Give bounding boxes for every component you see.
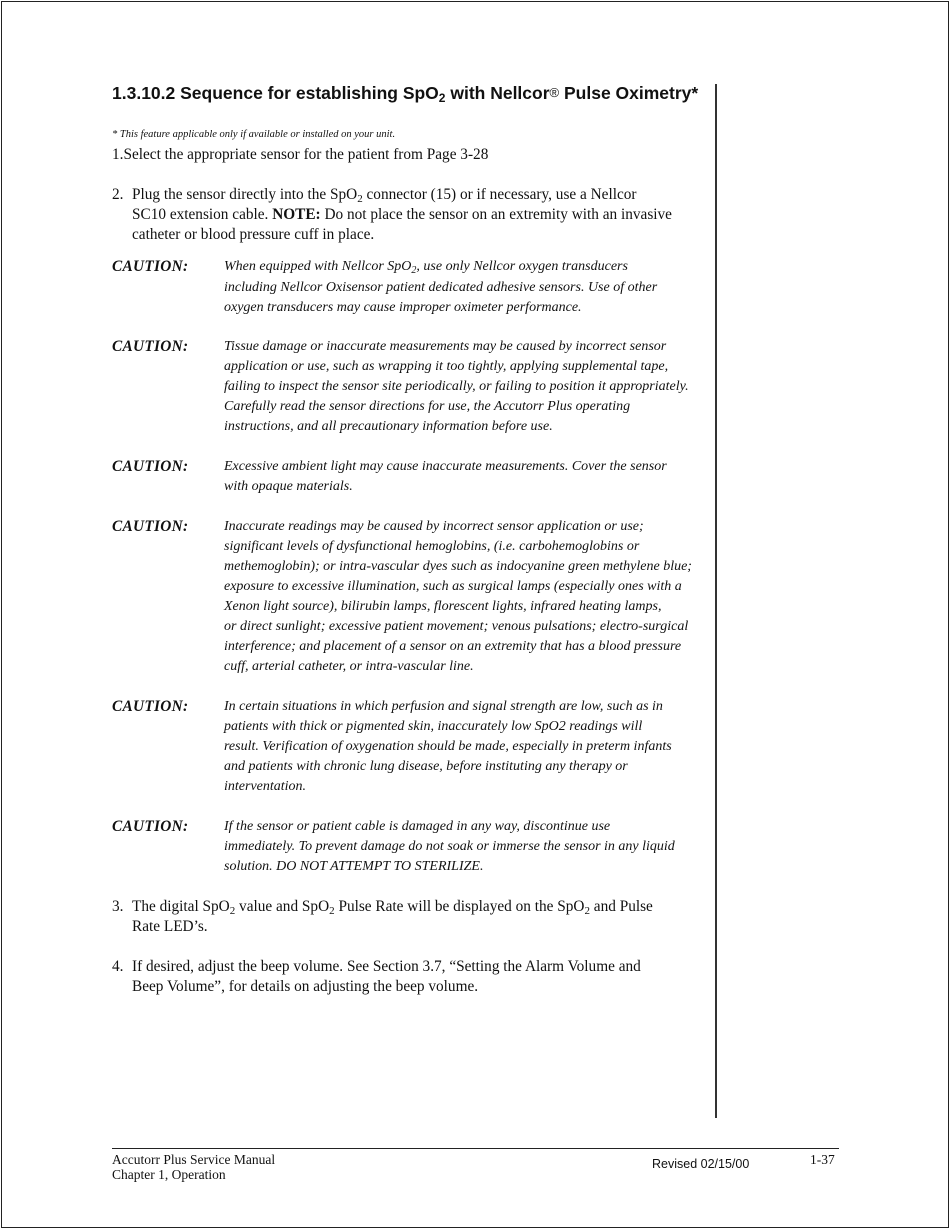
footer-manual: Accutorr Plus Service Manual (112, 1152, 276, 1167)
heading-text-mid: with Nellcor (445, 83, 550, 103)
footer-rule (112, 1148, 839, 1149)
step-3-number: 3. (112, 898, 124, 915)
section-heading (112, 83, 698, 104)
step-2-line-1: Plug the sensor directly into the SpO2 connector (15) or if necessary, use a Nellcor (132, 186, 637, 205)
heading-text: Sequence for establishing SpO (180, 83, 439, 103)
caution-text-1: When equipped with Nellcor SpO$_2$, use only Nellcor oxygen transducers including Nellcor Oxisensor patient dedicated adhesive sensors. Use of other oxygen transducers may cause improper oximeter performance. (224, 259, 658, 315)
step-3-line-2: Rate LED’s. (132, 918, 208, 935)
step-2-number: 2. (112, 186, 124, 203)
heading-text-end: Pulse Oximetry* (559, 83, 699, 103)
caution-text-4: Inaccurate readings may be caused by incorrect sensor application or use; significant levels of dysfunctional hemoglobins, (i.e. carbohemoglobins or methemoglobin); or intra-vascular dyes such as indocyanine green methylene blue; exposure to excessive illumination, such as surgical lamps (especially ones with a Xenon light source), bilirubin lamps, florescent lights, infrared heating lamps, or direct sunlight; excessive patient movement; venous pulsations; electro-surgical interference; and placement of a sensor on an extremity that has a blood pressure cuff, arterial catheter, or intra-vascular line. (224, 519, 692, 674)
step-2-line-3: catheter or blood pressure cuff in place. (132, 226, 375, 243)
footer-chapter: Chapter 1, Operation (112, 1167, 226, 1182)
section-number: 1.3.10.2 (112, 83, 176, 103)
page-number: 1-37 (810, 1152, 835, 1167)
caution-label-4: CAUTION: (112, 518, 189, 535)
step-3-line-1: The digital SpO2 value and SpO2 Pulse Rate will be displayed on the SpO2 and Pulse (132, 898, 653, 917)
step-4-line-1: If desired, adjust the beep volume. See Section 3.7, “Setting the Alarm Volume and (132, 958, 641, 975)
step-4-line-2: Beep Volume”, for details on adjusting the beep volume. (132, 978, 479, 995)
registered-mark: ® (549, 85, 560, 100)
margin-rule (715, 84, 717, 1118)
caution-text-2: Tissue damage or inaccurate measurements may be caused by incorrect sensor application or use, such as wrapping it too tightly, applying supplemental tape, failing to inspect the sensor site periodically, or failing to position it appropriately. Carefully read the sensor directions for use, the Accutorr Plus operating instructions, and all precautionary information before use. (224, 339, 689, 434)
footnote: * This feature applicable only if available or installed on your unit. (112, 129, 396, 140)
caution-label-5: CAUTION: (112, 698, 189, 715)
step-4-number: 4. (112, 958, 124, 975)
heading-subscript: 2 (438, 91, 446, 105)
step-2-line-2: SC10 extension cable. NOTE: Do not place the sensor on an extremity with an invasive (132, 206, 672, 223)
caution-label-3: CAUTION: (112, 458, 189, 475)
step-1: 1.Select the appropriate sensor for the patient from Page 3-28 (112, 146, 489, 163)
caution-text-6: If the sensor or patient cable is damaged in any way, discontinue use immediately. To prevent damage do not soak or immerse the sensor in any liquid solution. DO NOT ATTEMPT TO STERILIZE. (224, 819, 675, 874)
caution-text-5: In certain situations in which perfusion and signal strength are low, such as in patients with thick or pigmented skin, inaccurately low SpO2 readings will result. Verification of oxygenation should be made, especially in preterm infants and patients with chronic lung disease, before instituting any therapy or interventation. (224, 699, 672, 794)
caution-label-1: CAUTION: (112, 258, 189, 275)
note-label: NOTE: (272, 206, 321, 223)
footer-revised: Revised 02/15/00 (652, 1157, 750, 1171)
caution-text-3: Excessive ambient light may cause inaccurate measurements. Cover the sensor with opaque materials. (224, 459, 667, 494)
caution-label-2: CAUTION: (112, 338, 189, 355)
caution-label-6: CAUTION: (112, 818, 189, 835)
